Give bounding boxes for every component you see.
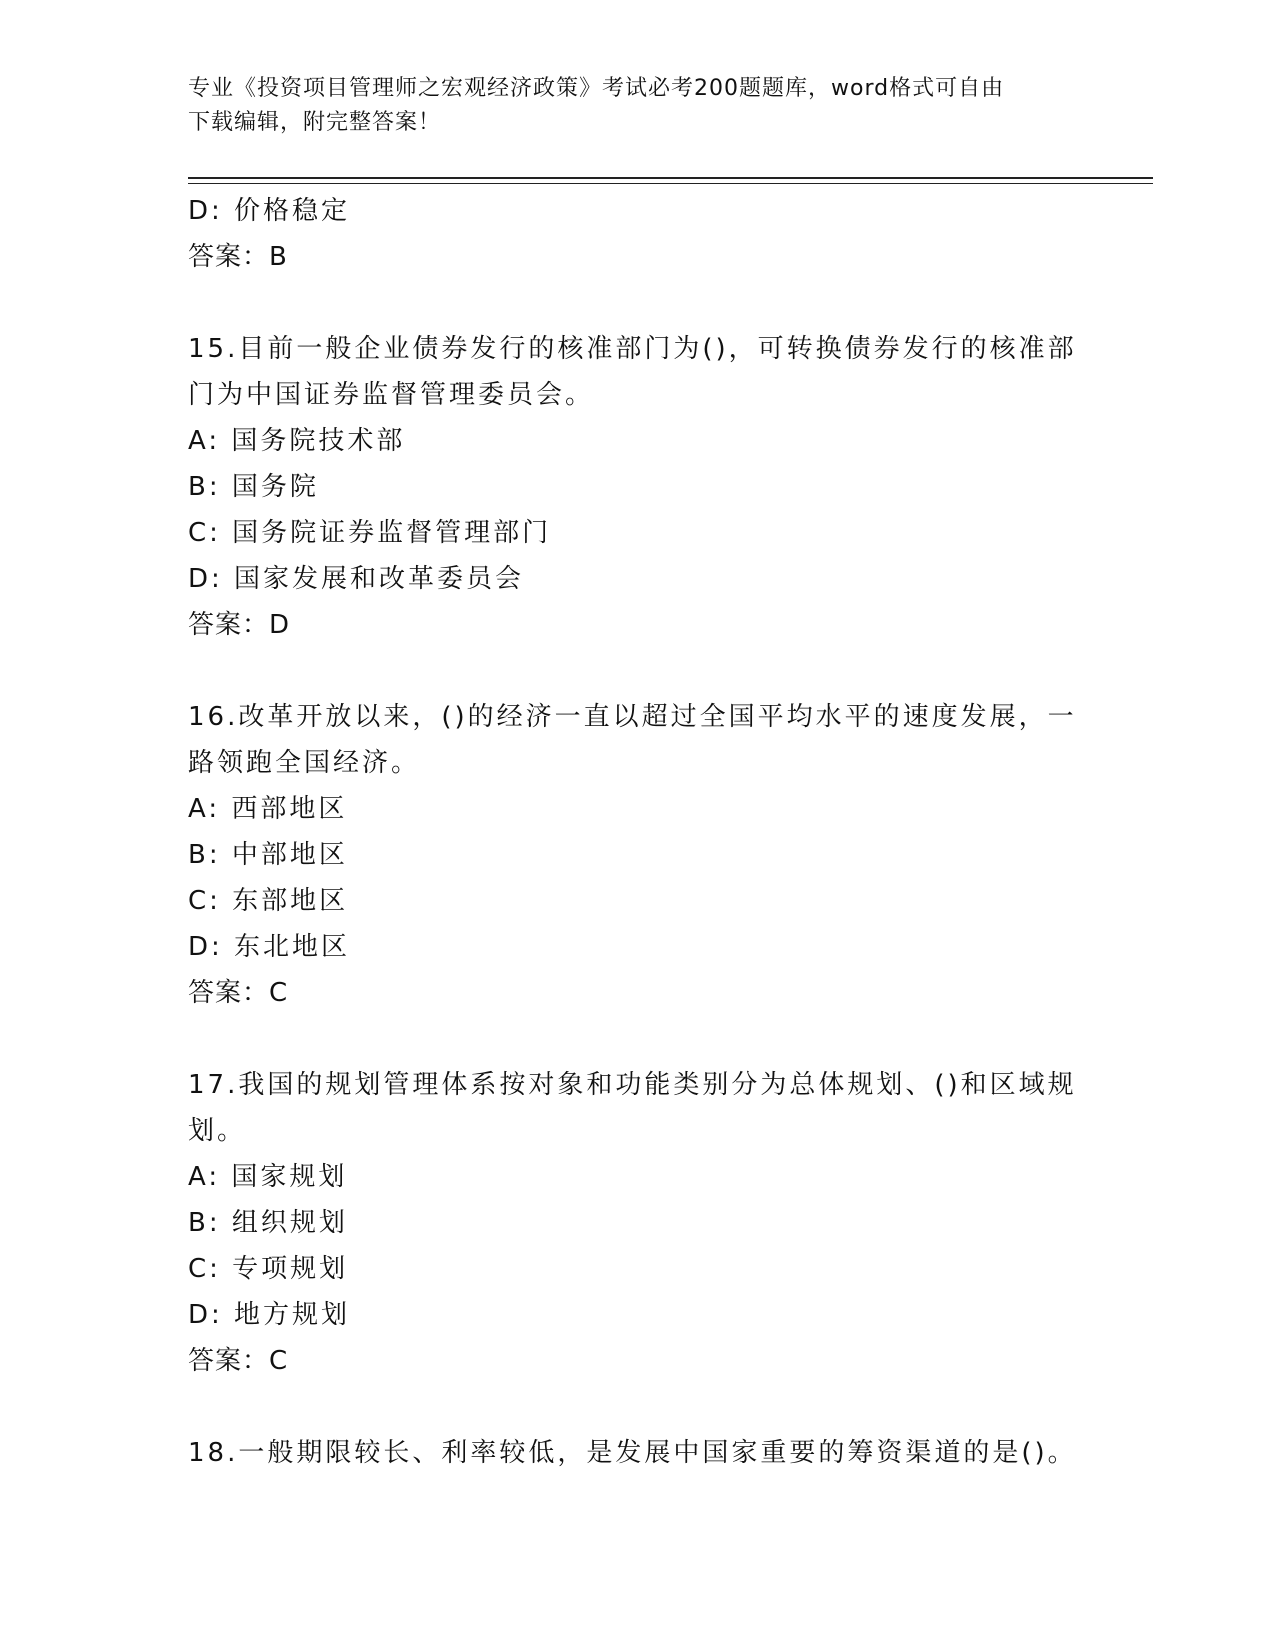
question-15	[188, 326, 1088, 648]
header-divider-thin	[188, 183, 1153, 184]
answer: 答案：C	[188, 1346, 289, 1376]
question-stem-line: 16.改革开放以来，()的经济一直以超过全国平均水平的速度发展，一	[188, 702, 1077, 732]
option-b: B: 国务院	[188, 472, 319, 502]
question-stem-line: 18.一般期限较长、利率较低，是发展中国家重要的筹资渠道的是()。	[188, 1438, 1077, 1468]
answer: 答案：C	[188, 978, 289, 1008]
question-17	[188, 1062, 1088, 1384]
question-stem-line: 15.目前一般企业债券发行的核准部门为()，可转换债券发行的核准部	[188, 334, 1077, 364]
header-divider-thick	[188, 177, 1153, 179]
question-18	[188, 1430, 1088, 1476]
question-stem-line: 17.我国的规划管理体系按对象和功能类别分为总体规划、()和区域规	[188, 1070, 1077, 1100]
spacer	[188, 648, 1088, 694]
prev-answer: 答案：B	[188, 242, 288, 272]
option-b: B: 中部地区	[188, 840, 348, 870]
question-stem-line: 门为中国证券监督管理委员会。	[188, 380, 595, 410]
answer: 答案：D	[188, 610, 291, 640]
option-d: D: 国家发展和改革委员会	[188, 564, 525, 594]
spacer	[188, 1384, 1088, 1430]
option-b: B: 组织规划	[188, 1208, 348, 1238]
option-d: D: 东北地区	[188, 932, 351, 962]
option-a: A: 西部地区	[188, 794, 348, 824]
header-line-2: 下载编辑，附完整答案！	[188, 110, 442, 135]
document-header	[188, 72, 1088, 140]
option-d: D: 地方规划	[188, 1300, 351, 1330]
question-stem-line: 划。	[188, 1116, 247, 1146]
option-c: C: 国务院证券监督管理部门	[188, 518, 552, 548]
spacer	[188, 280, 1088, 326]
option-c: C: 专项规划	[188, 1254, 349, 1284]
prev-option-d: D: 价格稳定	[188, 196, 351, 226]
question-stem-line: 路领跑全国经济。	[188, 748, 421, 778]
header-line-1: 专业《投资项目管理师之宏观经济政策》考试必考200题题库，word格式可自由	[188, 76, 1005, 101]
question-content	[188, 188, 1088, 1476]
option-c: C: 东部地区	[188, 886, 349, 916]
spacer	[188, 1016, 1088, 1062]
option-a: A: 国务院技术部	[188, 426, 406, 456]
question-16	[188, 694, 1088, 1016]
option-a: A: 国家规划	[188, 1162, 348, 1192]
